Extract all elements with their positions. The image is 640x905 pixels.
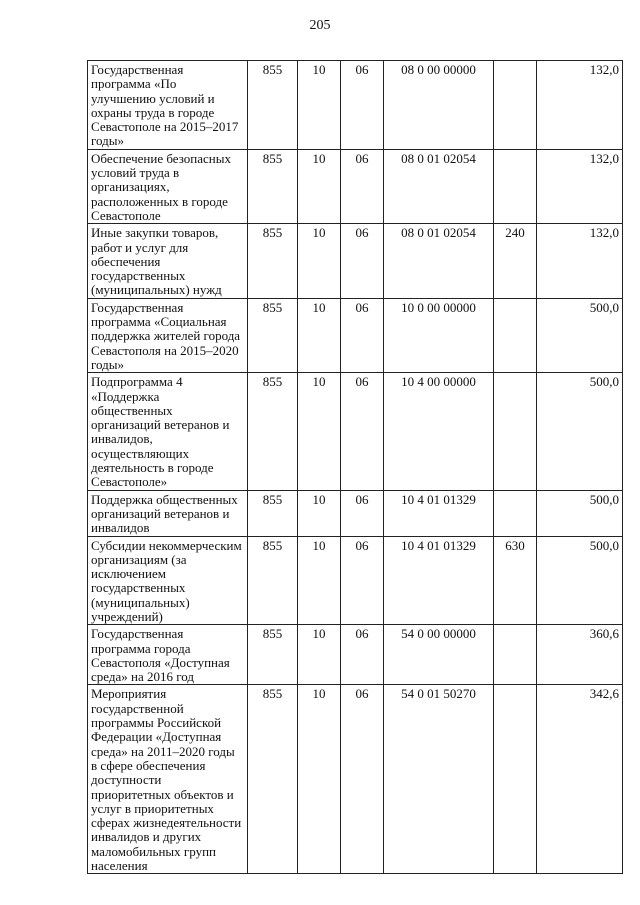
row-code1: 855 <box>248 625 298 685</box>
row-code3: 06 <box>341 149 384 223</box>
row-target: 54 0 01 50270 <box>384 685 494 874</box>
row-code2: 10 <box>298 298 341 372</box>
table-row <box>88 61 623 150</box>
row-kind <box>494 373 537 490</box>
page-number: 205 <box>309 18 331 33</box>
row-kind <box>494 61 537 150</box>
row-name: Мероприятия государственной программы Российской Федерации «Доступная среда» на 2011–2020 годы в сфере обеспечения доступности приоритетных объектов и услуг в приоритетных сферах жизнедеятельности инвалидов и других маломобильных групп населения <box>88 685 248 874</box>
row-code2: 10 <box>298 224 341 298</box>
row-amount: 500,0 <box>537 298 623 372</box>
row-code1: 855 <box>248 373 298 490</box>
table-row <box>88 298 623 372</box>
row-code2: 10 <box>298 685 341 874</box>
row-name: Государственная программа города Севастополя «Доступная среда» на 2016 год <box>88 625 248 685</box>
row-name: Государственная программа «Социальная поддержка жителей города Севастополя на 2015–2020 годы» <box>88 298 248 372</box>
row-name: Государственная программа «По улучшению условий и охраны труда в городе Севастополе на 2015–2017 годы» <box>88 61 248 150</box>
row-amount: 500,0 <box>537 490 623 536</box>
row-name: Обеспечение безопасных условий труда в организациях, расположенных в городе Севастополе <box>88 149 248 223</box>
row-target: 10 4 01 01329 <box>384 536 494 625</box>
row-target: 08 0 01 02054 <box>384 149 494 223</box>
row-amount: 500,0 <box>537 536 623 625</box>
table-row <box>88 373 623 490</box>
row-code1: 855 <box>248 61 298 150</box>
row-amount: 132,0 <box>537 61 623 150</box>
row-name: Поддержка общественных организаций ветеранов и инвалидов <box>88 490 248 536</box>
row-code3: 06 <box>341 298 384 372</box>
row-code2: 10 <box>298 625 341 685</box>
row-kind <box>494 490 537 536</box>
row-amount: 132,0 <box>537 224 623 298</box>
row-code3: 06 <box>341 224 384 298</box>
row-code3: 06 <box>341 61 384 150</box>
row-kind <box>494 625 537 685</box>
row-name: Иные закупки товаров, работ и услуг для обеспечения государственных (муниципальных) нужд <box>88 224 248 298</box>
table-row <box>88 224 623 298</box>
row-code3: 06 <box>341 490 384 536</box>
row-code2: 10 <box>298 490 341 536</box>
row-code1: 855 <box>248 298 298 372</box>
row-code3: 06 <box>341 625 384 685</box>
row-code1: 855 <box>248 490 298 536</box>
row-kind: 630 <box>494 536 537 625</box>
row-name: Подпрограмма 4 «Поддержка общественных организаций ветеранов и инвалидов, осуществляющих деятельность в городе Севастополе» <box>88 373 248 490</box>
row-kind <box>494 298 537 372</box>
row-name: Субсидии некоммерческим организациям (за исключением государственных (муниципальных) учреждений) <box>88 536 248 625</box>
row-kind <box>494 149 537 223</box>
row-code2: 10 <box>298 536 341 625</box>
row-target: 08 0 00 00000 <box>384 61 494 150</box>
row-kind: 240 <box>494 224 537 298</box>
row-code3: 06 <box>341 373 384 490</box>
row-code3: 06 <box>341 685 384 874</box>
row-code2: 10 <box>298 373 341 490</box>
row-amount: 342,6 <box>537 685 623 874</box>
table-row <box>88 536 623 625</box>
row-target: 54 0 00 00000 <box>384 625 494 685</box>
table-row <box>88 149 623 223</box>
row-code2: 10 <box>298 149 341 223</box>
row-amount: 500,0 <box>537 373 623 490</box>
row-target: 10 4 01 01329 <box>384 490 494 536</box>
table-row <box>88 625 623 685</box>
row-code2: 10 <box>298 61 341 150</box>
row-code1: 855 <box>248 536 298 625</box>
table-row <box>88 685 623 874</box>
row-code3: 06 <box>341 536 384 625</box>
row-code1: 855 <box>248 224 298 298</box>
row-kind <box>494 685 537 874</box>
row-code1: 855 <box>248 685 298 874</box>
row-target: 10 0 00 00000 <box>384 298 494 372</box>
row-target: 10 4 00 00000 <box>384 373 494 490</box>
table-row <box>88 490 623 536</box>
row-amount: 360,6 <box>537 625 623 685</box>
row-amount: 132,0 <box>537 149 623 223</box>
budget-table <box>87 60 623 874</box>
row-target: 08 0 01 02054 <box>384 224 494 298</box>
row-code1: 855 <box>248 149 298 223</box>
